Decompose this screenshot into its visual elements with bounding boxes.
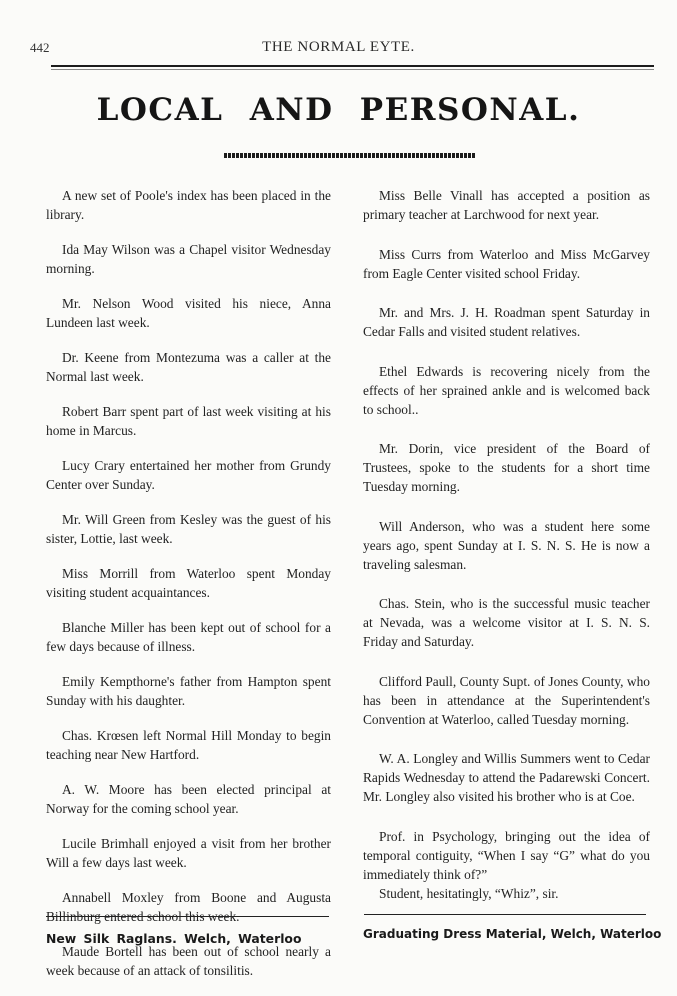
right-column-rule [364, 914, 646, 915]
news-item: Prof. in Psychology, bringing out the idea of temporal contiguity, “When I say “G” what do you immediately think of?” [363, 828, 650, 882]
left-column-rule [46, 916, 329, 917]
news-item: Mr. and Mrs. J. H. Roadman spent Saturday in Cedar Falls and visited student relatives. [363, 305, 650, 339]
news-item: W. A. Longley and Willis Summers went to Cedar Rapids Wednesday to attend the Padarewski Concert. Mr. Longley also visited his brother who is at Coe. [363, 751, 650, 804]
news-item: Dr. Keene from Montezuma was a caller at the Normal last week. [46, 350, 331, 384]
news-item: A new set of Poole's index has been placed in the library. [46, 188, 331, 222]
news-item: Robert Barr spent part of last week visiting at his home in Marcus. [46, 404, 331, 438]
news-item: Miss Morrill from Waterloo spent Monday visiting student acquaintances. [46, 566, 331, 600]
news-item: A. W. Moore has been elected principal at Norway for the coming school year. [46, 782, 331, 816]
header-rule [51, 65, 654, 70]
news-item: Ida May Wilson was a Chapel visitor Wednesday morning. [46, 242, 331, 276]
right-column [363, 186, 650, 923]
news-item: Chas. Stein, who is the successful music teacher at Nevada, was a welcome visitor at I. S. N. S. Friday and Saturday. [363, 596, 650, 649]
news-item: Miss Currs from Waterloo and Miss McGarvey from Eagle Center visited school Friday. [363, 246, 650, 281]
news-item: Clifford Paull, County Supt. of Jones County, who has been in attendance at the Superintendent's Convention at Waterloo, called Tuesday morning. [363, 673, 650, 727]
news-item: Mr. Nelson Wood visited his niece, Anna Lundeen last week. [46, 296, 331, 330]
left-column [46, 186, 331, 996]
ornamental-rule [224, 153, 476, 158]
news-item: Mr. Will Green from Kesley was the guest of his sister, Lottie, last week. [46, 512, 331, 546]
news-item: Mr. Dorin, vice president of the Board of Trustees, spoke to the students for a short time Tuesday morning. [363, 441, 650, 494]
news-item-reply: Student, hesitatingly, “Whiz”, sir. [379, 885, 559, 901]
section-title: LOCAL AND PERSONAL. [96, 92, 581, 128]
news-item: Will Anderson, who was a student here some years ago, spent Sunday at I. S. N. S. He is now a traveling salesman. [363, 518, 650, 572]
news-item: Lucile Brimhall enjoyed a visit from her brother Will a few days last week. [46, 836, 331, 870]
news-item: Blanche Miller has been kept out of school for a few days because of illness. [46, 620, 331, 654]
news-item: Emily Kempthorne's father from Hampton spent Sunday with his daughter. [46, 674, 331, 708]
left-advertisement: New Silk Raglans. Welch, Waterloo [46, 931, 302, 946]
news-item: Miss Belle Vinall has accepted a position as primary teacher at Larchwood for next year. [363, 188, 650, 222]
news-item: Ethel Edwards is recovering nicely from the effects of her sprained ankle and is welcomed back to school.. [363, 363, 650, 417]
news-item: Chas. Krœsen left Normal Hill Monday to begin teaching near New Hartford. [46, 728, 331, 762]
right-advertisement: Graduating Dress Material, Welch, Waterloo [363, 927, 662, 941]
page-number: 442 [30, 40, 50, 55]
news-item: Maude Bortell has been out of school nearly a week because of an attack of tonsilitis. [46, 944, 331, 978]
news-item: Annabell Moxley from Boone and Augusta Billinburg entered school this week. [46, 890, 331, 924]
news-item: Lucy Crary entertained her mother from Grundy Center over Sunday. [46, 458, 331, 492]
running-title: THE NORMAL EYTE. [262, 39, 415, 55]
